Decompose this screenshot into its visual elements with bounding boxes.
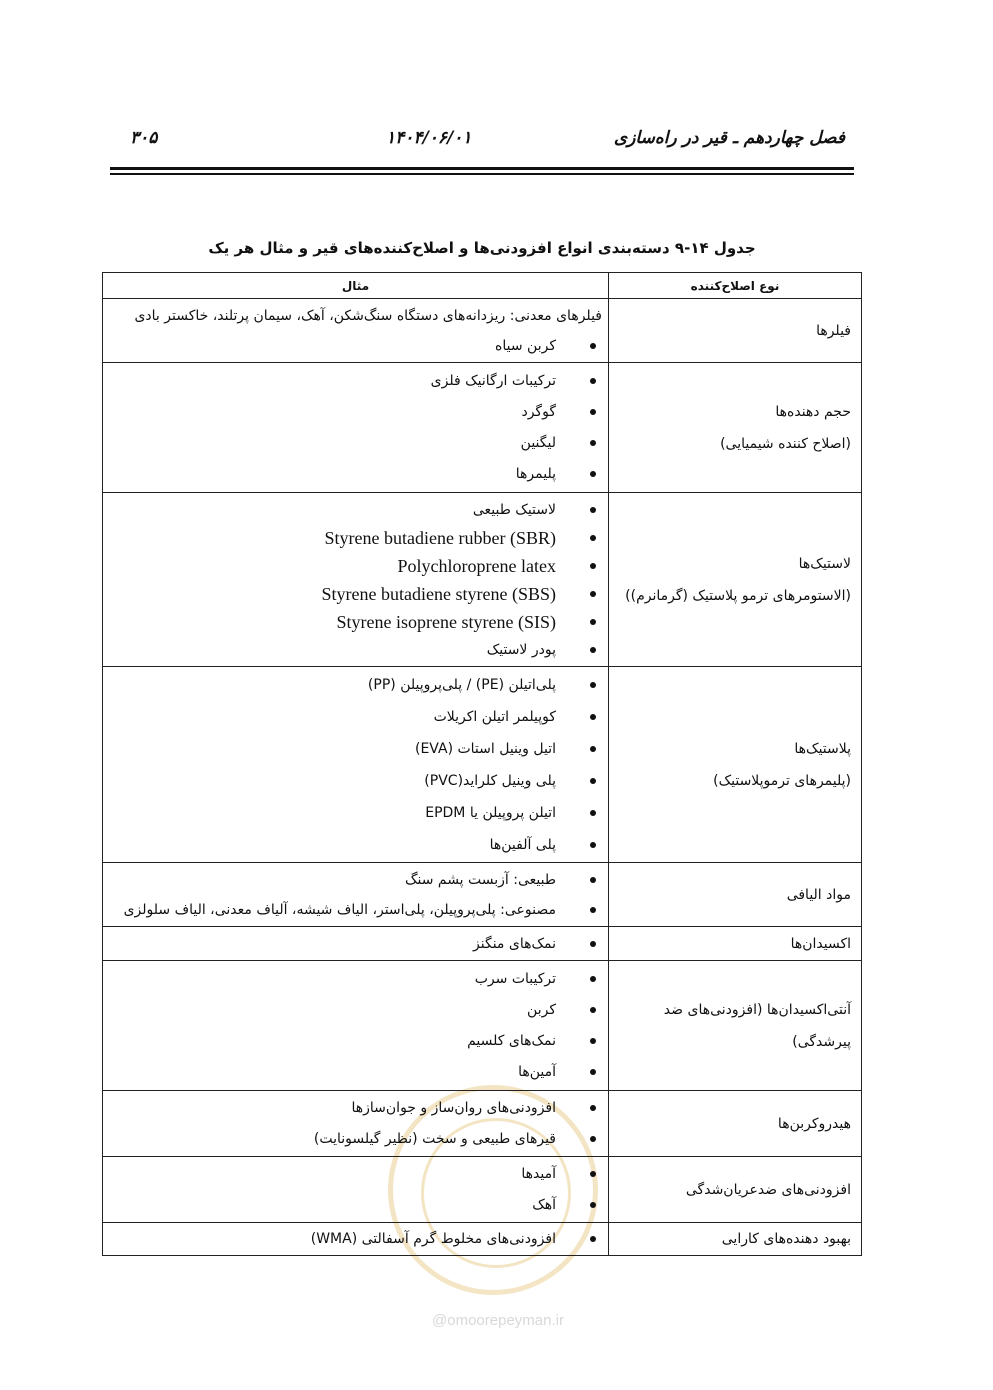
example-list-item: نمک‌های منگنز <box>113 929 608 959</box>
example-cell <box>103 667 609 863</box>
modifier-type-cell <box>609 493 862 667</box>
modifier-type-cell <box>609 961 862 1091</box>
example-lead-text: فیلرهای معدنی: ریزدانه‌های دستگاه سنگ‌شکن، آهک، سیمان پرتلند، خاکستر بادی <box>134 307 602 324</box>
example-list-item: ترکیبات سرب <box>113 964 608 995</box>
table-row <box>103 1091 862 1157</box>
example-list-item: ترکیبات ارگانیک فلزی <box>113 366 608 397</box>
modifier-type-cell <box>609 667 862 863</box>
modifier-type-label: پلاستیک‌ها <box>794 740 851 757</box>
header-rule-thin <box>110 173 854 175</box>
table-row <box>103 961 862 1091</box>
example-list-item: کوپیلمر اتیلن اکریلات <box>113 701 608 733</box>
modifier-type-cell <box>609 299 862 363</box>
example-list-item: پلی وینیل کلراید(PVC) <box>113 765 608 797</box>
watermark-text: @omoorepeyman.ir <box>432 1312 564 1329</box>
example-cell <box>103 961 609 1091</box>
example-cell <box>103 363 609 493</box>
modifier-type-label: (الاستومرهای ترمو پلاستیک (گرمانرم)) <box>625 587 851 604</box>
example-list-item: کربن سیاه <box>113 331 608 361</box>
modifier-type-label: پیرشدگی) <box>792 1033 851 1050</box>
example-list-item: Polychloroprene latex <box>113 552 608 580</box>
example-list-item: پلیمرها <box>113 459 608 490</box>
additives-table <box>102 272 862 1256</box>
table-row <box>103 363 862 493</box>
example-list-item: افزودنی‌های روان‌ساز و جوان‌سازها <box>113 1093 608 1124</box>
header-example: مثال <box>103 273 609 299</box>
table-row <box>103 927 862 961</box>
example-cell <box>103 1223 609 1256</box>
example-cell <box>103 493 609 667</box>
header-type: نوع اصلاح‌کننده <box>609 273 862 299</box>
chapter-title: فصل چهاردهم ـ قیر در راه‌سازی <box>613 128 845 148</box>
table-row <box>103 493 862 667</box>
table-row <box>103 863 862 927</box>
modifier-type-label: آنتی‌اکسیدان‌ها (افزودنی‌های ضد <box>663 1001 851 1018</box>
example-list-item: آمیدها <box>113 1159 608 1190</box>
example-list-item: Styrene butadiene styrene (SBS) <box>113 580 608 608</box>
modifier-type-label: فیلرها <box>816 322 851 339</box>
modifier-type-cell <box>609 363 862 493</box>
modifier-type-label: بهبود دهنده‌های کارایی <box>721 1231 851 1247</box>
modifier-type-cell <box>609 927 862 961</box>
page-number: ۳۰۵ <box>130 128 158 148</box>
example-list-item: افزودنی‌های مخلوط گرم آسفالتی (WMA) <box>113 1225 608 1254</box>
example-list-item: پلی آلفین‌ها <box>113 829 608 861</box>
example-list-item: پودر لاستیک <box>113 636 608 664</box>
table-header-row <box>103 273 862 299</box>
modifier-type-label: افزودنی‌های ضدعریان‌شدگی <box>685 1181 851 1198</box>
table-row <box>103 299 862 363</box>
example-list-item: کربن <box>113 995 608 1026</box>
example-list-item: آمین‌ها <box>113 1057 608 1088</box>
modifier-type-label: لاستیک‌ها <box>798 555 851 572</box>
example-list-item: اتیل وینیل استات (EVA) <box>113 733 608 765</box>
modifier-type-label: (پلیمرهای ترموپلاستیک) <box>713 772 851 789</box>
example-list-item: آهک <box>113 1190 608 1221</box>
example-cell <box>103 1091 609 1157</box>
modifier-type-cell <box>609 1157 862 1223</box>
example-cell <box>103 1157 609 1223</box>
modifier-type-label: حجم دهنده‌ها <box>775 403 851 420</box>
modifier-type-label: اکسیدان‌ها <box>790 935 851 952</box>
modifier-type-cell <box>609 1223 862 1256</box>
example-cell <box>103 927 609 961</box>
header-rule-thick <box>110 167 854 170</box>
example-list-item: Styrene butadiene rubber (SBR) <box>113 524 608 552</box>
table-caption: جدول ۱۴-۹ دسته‌بندی انواع افزودنی‌ها و اصلاح‌کننده‌های قیر و مثال هر یک <box>208 239 756 257</box>
modifier-type-label: (اصلاح کننده شیمیایی) <box>720 435 851 452</box>
example-list-item: مصنوعی: پلی‌پروپیلن، پلی‌استر، الیاف شیشه، آلیاف معدنی، الیاف سلولزی <box>113 895 608 925</box>
table-body <box>103 299 862 1256</box>
modifier-type-cell <box>609 863 862 927</box>
example-list-item: Styrene isoprene styrene (SIS) <box>113 608 608 636</box>
modifier-type-label: مواد الیافی <box>786 886 851 903</box>
table-row <box>103 1223 862 1256</box>
header-date: ۱۴۰۴/۰۶/۰۱ <box>386 128 472 148</box>
example-list-item: اتیلن پروپیلن یا EPDM <box>113 797 608 829</box>
example-list-item: نمک‌های کلسیم <box>113 1026 608 1057</box>
example-list-item: لیگنین <box>113 428 608 459</box>
example-list-item: پلی‌اتیلن (PE) / پلی‌پروپیلن (PP) <box>113 669 608 701</box>
modifier-type-cell <box>609 1091 862 1157</box>
example-list-item: لاستیک طبیعی <box>113 496 608 524</box>
example-list-item: قیرهای طبیعی و سخت (نظیر گیلسونایت) <box>113 1124 608 1155</box>
example-list-item: گوگرد <box>113 397 608 428</box>
example-cell <box>103 863 609 927</box>
modifier-type-label: هیدروکربن‌ها <box>777 1115 851 1132</box>
example-list-item: طبیعی: آزبست پشم سنگ <box>113 865 608 895</box>
table-row <box>103 667 862 863</box>
example-cell <box>103 299 609 363</box>
table-row <box>103 1157 862 1223</box>
